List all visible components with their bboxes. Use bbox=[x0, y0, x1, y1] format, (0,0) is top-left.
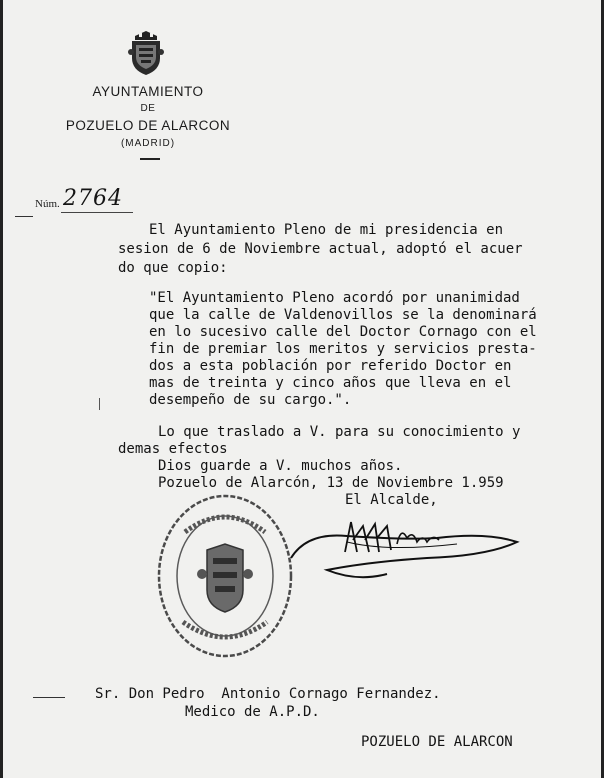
coat-of-arms-icon bbox=[127, 30, 165, 76]
letterhead-town: POZUELO DE ALARCON bbox=[65, 118, 231, 133]
quote-line: "El Ayuntamiento Pleno acordó por unanimidad bbox=[149, 290, 520, 306]
closing-line: Dios guarde a V. muchos años. bbox=[158, 458, 403, 474]
letterhead-title: AYUNTAMIENTO bbox=[92, 84, 204, 99]
mayor-title: El Alcalde, bbox=[345, 492, 438, 508]
addressee-name: Sr. Don Pedro Antonio Cornago Fernandez. bbox=[95, 686, 441, 702]
margin-mark bbox=[15, 216, 33, 217]
reference-number: 2764 bbox=[63, 186, 123, 211]
addressee-position: Medico de A.P.D. bbox=[185, 704, 320, 720]
quote-line: fin de premiar los meritos y servicios presta- bbox=[149, 341, 537, 357]
quote-line: que la calle de Valdenovillos se la denominará bbox=[149, 307, 537, 323]
margin-tick bbox=[99, 398, 100, 410]
intro-line: El Ayuntamiento Pleno de mi presidencia en bbox=[149, 222, 504, 238]
intro-line: sesion de 6 de Noviembre actual, adoptó el acuer bbox=[118, 241, 523, 257]
official-seal-stamp bbox=[155, 492, 295, 660]
date-line: Pozuelo de Alarcón, 13 de Noviembre 1.959 bbox=[158, 475, 504, 491]
reference-label: Núm. bbox=[35, 198, 60, 210]
quote-line: mas de treinta y cinco años que lleva en el bbox=[149, 375, 512, 391]
letterhead-province: (MADRID) bbox=[120, 138, 176, 149]
quote-line: dos a esta población por referido Doctor en bbox=[149, 358, 512, 374]
intro-line: do que copio: bbox=[118, 260, 228, 276]
addressee-town: POZUELO DE ALARCON bbox=[361, 734, 513, 750]
letterhead-de: DE bbox=[140, 103, 156, 114]
quote-line: en lo sucesivo calle del Doctor Cornago con el bbox=[149, 324, 537, 340]
closing-line: demas efectos bbox=[118, 441, 228, 457]
addressee-dash bbox=[33, 697, 65, 698]
quote-line: desempeño de su cargo.". bbox=[149, 392, 352, 408]
reference-underline bbox=[61, 212, 133, 213]
mayor-signature bbox=[287, 512, 537, 592]
letterhead-rule bbox=[140, 158, 160, 160]
closing-line: Lo que traslado a V. para su conocimiento y bbox=[158, 424, 521, 440]
